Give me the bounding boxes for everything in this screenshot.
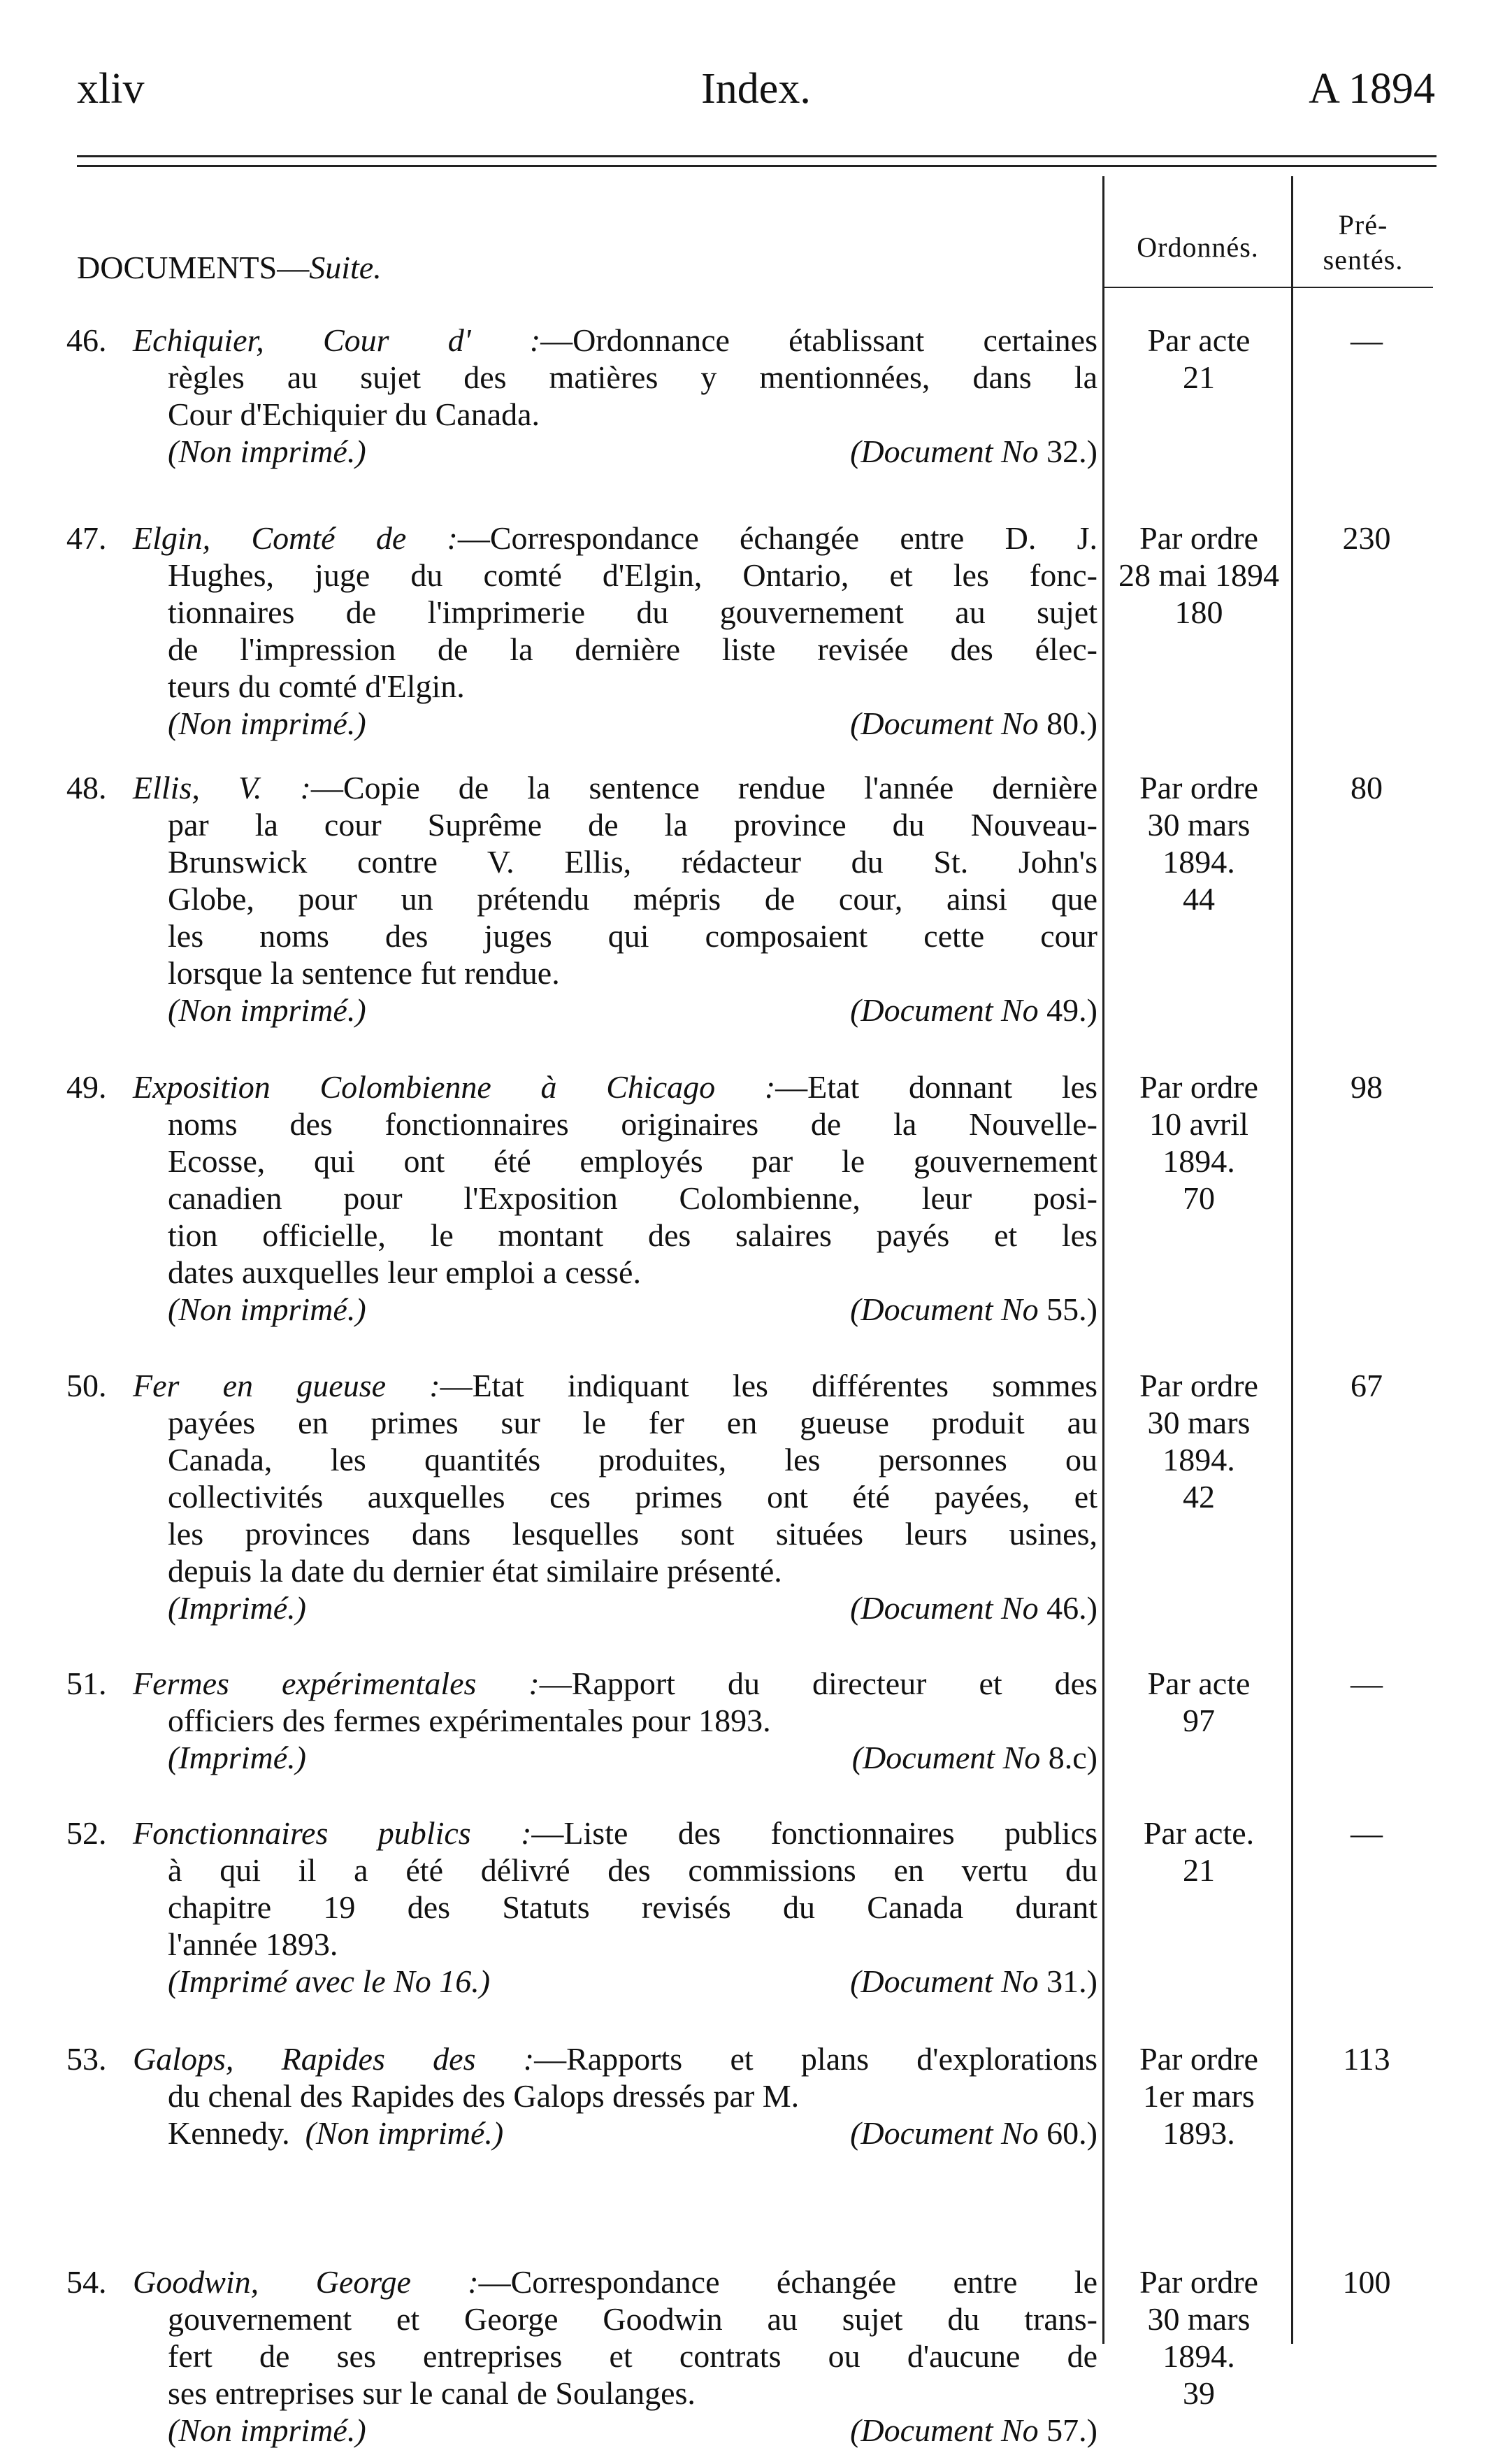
document-no-label: No: [1000, 1291, 1039, 1327]
ordonnes-line: 10 avril: [1149, 1106, 1248, 1142]
column-header-ordonnes: Ordonnés.: [1137, 231, 1259, 263]
ordonnes-line: 39: [1183, 2375, 1215, 2411]
document-label: (Document: [850, 2115, 993, 2151]
print-status-text: (Imprimé.): [168, 1590, 306, 1626]
entry-citation: [168, 992, 1097, 1029]
column-divider-ordonnes: [1102, 176, 1104, 2344]
entry-line: tion officielle, le montant des salaires payés et les: [168, 1217, 1097, 1253]
presentes-cell: 67: [1351, 1368, 1383, 1403]
entry-line: Brunswick contre V. Ellis, rédacteur du St. John's: [168, 844, 1097, 880]
ordonnes-cell: [1111, 520, 1286, 631]
ordonnes-line: Par acte: [1147, 1666, 1251, 1701]
entry-line: [133, 520, 1097, 557]
ordonnes-line: 30 mars: [1147, 807, 1251, 843]
ordonnes-line: 1er mars: [1143, 2078, 1255, 2114]
document-reference: [852, 1739, 1097, 1776]
entry-line: [133, 1815, 1097, 1852]
ordonnes-line: 1894.: [1162, 2338, 1235, 2374]
entry-heading: Ellis, V. :: [133, 770, 311, 806]
index-entry: [66, 520, 1097, 742]
entry-text: —Etat indiquant les différentes sommes: [440, 1368, 1097, 1403]
entry-line: chapitre 19 des Statuts revisés du Canada durant: [168, 1889, 1097, 1925]
document-label: (Document: [850, 1291, 993, 1327]
index-entry: [66, 1068, 1097, 1328]
document-number: 31.): [1046, 1963, 1097, 1999]
entry-number: 46.: [66, 322, 107, 358]
document-reference: [850, 992, 1097, 1029]
ordonnes-cell: [1111, 322, 1286, 396]
entry-text: —Copie de la sentence rendue l'année dernière: [310, 770, 1097, 806]
presentes-cell: —: [1351, 322, 1383, 358]
entry-line: tionnaires de l'imprimerie du gouvernement au sujet: [168, 594, 1097, 630]
ordonnes-line: Par acte.: [1143, 1815, 1255, 1851]
column-divider-presentes: [1291, 176, 1293, 2344]
entry-number: 49.: [66, 1069, 107, 1105]
entry-line: dates auxquelles leur emploi a cessé.: [168, 1254, 641, 1290]
presentes-cell: 80: [1351, 770, 1383, 806]
ordonnes-line: 1893.: [1162, 2115, 1235, 2151]
print-status-text: (Non imprimé.): [168, 2412, 366, 2448]
entry-text: —Ordonnance établissant certaines: [540, 322, 1097, 358]
print-status: [168, 1291, 366, 1328]
document-number: 46.): [1046, 1590, 1097, 1626]
entry-line: par la cour Suprême de la province du Nouveau-: [168, 807, 1097, 843]
entry-citation: [168, 2114, 1097, 2152]
section-title-text: DOCUMENTS—: [77, 250, 310, 285]
entry-line: fert de ses entreprises et contrats ou d'aucune de: [168, 2338, 1097, 2374]
ordonnes-line: 30 mars: [1147, 1405, 1251, 1440]
document-number: 57.): [1046, 2412, 1097, 2448]
entry-citation: [168, 2412, 1097, 2449]
print-status: [168, 1589, 306, 1626]
entry-number: 52.: [66, 1815, 107, 1851]
entry-line: officiers des fermes expérimentales pour 1893.: [168, 1703, 771, 1738]
entry-text: —Correspondance échangée entre le: [478, 2264, 1097, 2300]
document-label: (Document: [850, 2412, 993, 2448]
presentes-cell: 113: [1343, 2041, 1390, 2077]
entry-text-tail: Kennedy.: [168, 2115, 290, 2151]
entry-line: ses entreprises sur le canal de Soulanges.: [168, 2375, 696, 2411]
document-no-label: No: [1000, 1963, 1039, 1999]
index-entry: [66, 322, 1097, 470]
entry-text: —Rapports et plans d'explorations: [534, 2041, 1097, 2077]
entry-heading: Fonctionnaires publics :: [133, 1815, 532, 1851]
index-entry: [66, 1665, 1097, 1776]
document-label: (Document: [851, 1740, 995, 1775]
print-status-text: (Non imprimé.): [168, 706, 366, 741]
ordonnes-line: Par ordre: [1139, 2264, 1258, 2300]
document-label: (Document: [850, 1963, 993, 1999]
entry-citation: [168, 1963, 1097, 2000]
ordonnes-line: 21: [1183, 359, 1215, 395]
entry-number: 54.: [66, 2264, 107, 2300]
entry-line: les noms des juges qui composaient cette cour: [168, 918, 1097, 954]
document-reference: [850, 1963, 1097, 2000]
presentes-cell: —: [1351, 1815, 1383, 1851]
document-number: 80.): [1046, 706, 1097, 741]
ordonnes-line: 97: [1183, 1703, 1215, 1738]
ordonnes-line: Par ordre: [1139, 770, 1258, 806]
document-reference: [850, 2412, 1097, 2449]
entry-line: [133, 2263, 1097, 2300]
page-number: xliv: [77, 65, 145, 113]
entry-line: teurs du comté d'Elgin.: [168, 668, 465, 704]
document-no-label: No: [1000, 2412, 1039, 2448]
print-status-text: (Non imprimé.): [168, 992, 366, 1028]
entry-line: canadien pour l'Exposition Colombienne, leur posi-: [168, 1180, 1097, 1216]
index-entry: [66, 2040, 1097, 2152]
entry-line: gouvernement et George Goodwin au sujet du trans-: [168, 2301, 1097, 2337]
entry-number: 50.: [66, 1368, 107, 1403]
document-number: 8.c): [1048, 1740, 1097, 1775]
ordonnes-line: 21: [1183, 1852, 1215, 1888]
entry-number: 53.: [66, 2041, 107, 2077]
ordonnes-cell: [1111, 1367, 1286, 1515]
entry-line: [133, 1068, 1097, 1105]
entry-line: [133, 1367, 1097, 1404]
ordonnes-cell: [1111, 1068, 1286, 1217]
entry-line: [133, 2040, 1097, 2077]
entry-heading: Fermes expérimentales :: [133, 1666, 540, 1701]
header-rule-top: [77, 155, 1437, 157]
presentes-cell: 230: [1342, 520, 1391, 556]
entry-text: —Liste des fonctionnaires publics: [531, 1815, 1097, 1851]
document-number: 55.): [1046, 1291, 1097, 1327]
document-no-label: No: [1000, 1590, 1039, 1626]
entry-heading: Galops, Rapides des :: [133, 2041, 535, 2077]
ordonnes-cell: [1111, 2263, 1286, 2412]
entry-citation: [168, 1291, 1097, 1328]
entry-line: de l'impression de la dernière liste revisée des élec-: [168, 631, 1097, 667]
document-reference: [850, 433, 1097, 470]
section-suite: Suite.: [309, 250, 382, 285]
entry-line: à qui il a été délivré des commissions en vertu du: [168, 1852, 1097, 1888]
column-header-presentes-1: Pré-: [1338, 209, 1388, 241]
section-title: [77, 249, 382, 286]
index-entry: [66, 2263, 1097, 2449]
entry-line: du chenal des Rapides des Galops dressés par M.: [168, 2078, 800, 2114]
entry-line: Canada, les quantités produites, les personnes ou: [168, 1442, 1097, 1477]
entry-line: l'année 1893.: [168, 1926, 338, 1962]
document-no-label: No: [1000, 992, 1039, 1028]
document-number: 32.): [1046, 434, 1097, 469]
print-status: [168, 433, 366, 470]
ordonnes-line: 42: [1183, 1479, 1215, 1515]
header-rule-bottom: [77, 165, 1437, 167]
print-status: [168, 1739, 306, 1776]
entry-text: —Correspondance échangée entre D. J.: [457, 520, 1097, 556]
ordonnes-line: 30 mars: [1147, 2301, 1251, 2337]
document-reference: [850, 1589, 1097, 1626]
entry-number: 51.: [66, 1666, 107, 1701]
entry-heading: Exposition Colombienne à Chicago :: [133, 1069, 776, 1105]
column-header-rule: [1104, 287, 1433, 288]
entry-line: Globe, pour un prétendu mépris de cour, ainsi que: [168, 881, 1097, 917]
ordonnes-line: 1894.: [1162, 844, 1235, 880]
ordonnes-line: 70: [1183, 1180, 1215, 1216]
entry-line: depuis la date du dernier état similaire présenté.: [168, 1553, 782, 1589]
document-number: 49.): [1046, 992, 1097, 1028]
entry-line: [133, 1665, 1097, 1702]
print-status: [168, 1963, 490, 2000]
document-number: 60.): [1046, 2115, 1097, 2151]
entry-line: payées en primes sur le fer en gueuse produit au: [168, 1405, 1097, 1440]
ordonnes-cell: [1111, 2040, 1286, 2152]
column-header-presentes-2: sentés.: [1323, 244, 1404, 275]
document-no-label: No: [1000, 706, 1039, 741]
entry-heading: Goodwin, George :: [133, 2264, 479, 2300]
entry-line: noms des fonctionnaires originaires de la Nouvelle-: [168, 1106, 1097, 1142]
entry-line: les provinces dans lesquelles sont situées leurs usines,: [168, 1516, 1097, 1552]
entry-line: Hughes, juge du comté d'Elgin, Ontario, et les fonc-: [168, 557, 1097, 593]
print-status-text: (Imprimé.): [168, 1740, 306, 1775]
ordonnes-line: Par ordre: [1139, 1069, 1258, 1105]
entry-heading: Fer en gueuse :: [133, 1368, 440, 1403]
index-entry: [66, 1815, 1097, 2000]
ordonnes-line: Par acte: [1147, 322, 1251, 358]
entry-line: Cour d'Echiquier du Canada.: [168, 396, 540, 432]
presentes-cell: 98: [1351, 1069, 1383, 1105]
entry-line: collectivités auxquelles ces primes ont été payées, et: [168, 1479, 1097, 1515]
print-status: [168, 705, 366, 742]
ordonnes-line: Par ordre: [1139, 520, 1258, 556]
page-title: Index.: [701, 65, 811, 113]
ordonnes-line: 1894.: [1162, 1442, 1235, 1477]
running-head: [77, 64, 1435, 127]
document-label: (Document: [850, 706, 993, 741]
print-status-text: (Non imprimé.): [168, 434, 366, 469]
entry-citation: [168, 433, 1097, 470]
document-no-label: No: [1002, 1740, 1041, 1775]
print-status-text: (Non imprimé.): [305, 2115, 504, 2151]
print-status-text: (Non imprimé.): [168, 1291, 366, 1327]
document-label: (Document: [850, 1590, 993, 1626]
entry-citation: [168, 705, 1097, 742]
entry-citation: [168, 1589, 1097, 1626]
entry-number: 47.: [66, 520, 107, 556]
entry-heading: Elgin, Comté de :: [133, 520, 458, 556]
document-reference: [850, 705, 1097, 742]
print-status: [168, 992, 366, 1029]
ordonnes-line: 180: [1174, 594, 1223, 630]
print-status: [168, 2412, 366, 2449]
index-entry: [66, 769, 1097, 1029]
ordonnes-line: 28 mai 1894: [1118, 557, 1279, 593]
ordonnes-cell: [1111, 1815, 1286, 1889]
document-label: (Document: [850, 992, 993, 1028]
volume-label: A 1894: [1309, 65, 1435, 113]
ordonnes-cell: [1111, 1665, 1286, 1739]
entry-text: —Etat donnant les: [775, 1069, 1097, 1105]
ordonnes-cell: [1111, 769, 1286, 917]
ordonnes-line: Par ordre: [1139, 2041, 1258, 2077]
document-reference: [850, 2114, 1097, 2152]
print-status-text: (Imprimé avec le No 16.): [168, 1963, 491, 1999]
entry-citation: [168, 1739, 1097, 1776]
entry-line: [133, 769, 1097, 806]
document-no-label: No: [1000, 2115, 1039, 2151]
ordonnes-line: Par ordre: [1139, 1368, 1258, 1403]
print-status: [168, 2114, 503, 2152]
document-label: (Document: [850, 434, 993, 469]
entry-line: Ecosse, qui ont été employés par le gouvernement: [168, 1143, 1097, 1179]
entry-number: 48.: [66, 770, 107, 806]
presentes-cell: —: [1351, 1666, 1383, 1701]
entry-text: —Rapport du directeur et des: [539, 1666, 1097, 1701]
presentes-cell: 100: [1342, 2264, 1391, 2300]
document-no-label: No: [1000, 434, 1039, 469]
document-reference: [850, 1291, 1097, 1328]
entry-line: règles au sujet des matières y mentionnées, dans la: [168, 359, 1097, 395]
entry-line: [133, 322, 1097, 359]
entry-line: lorsque la sentence fut rendue.: [168, 955, 560, 991]
ordonnes-line: 44: [1183, 881, 1215, 917]
ordonnes-line: 1894.: [1162, 1143, 1235, 1179]
entry-heading: Echiquier, Cour d' :: [133, 322, 541, 358]
index-entry: [66, 1367, 1097, 1626]
